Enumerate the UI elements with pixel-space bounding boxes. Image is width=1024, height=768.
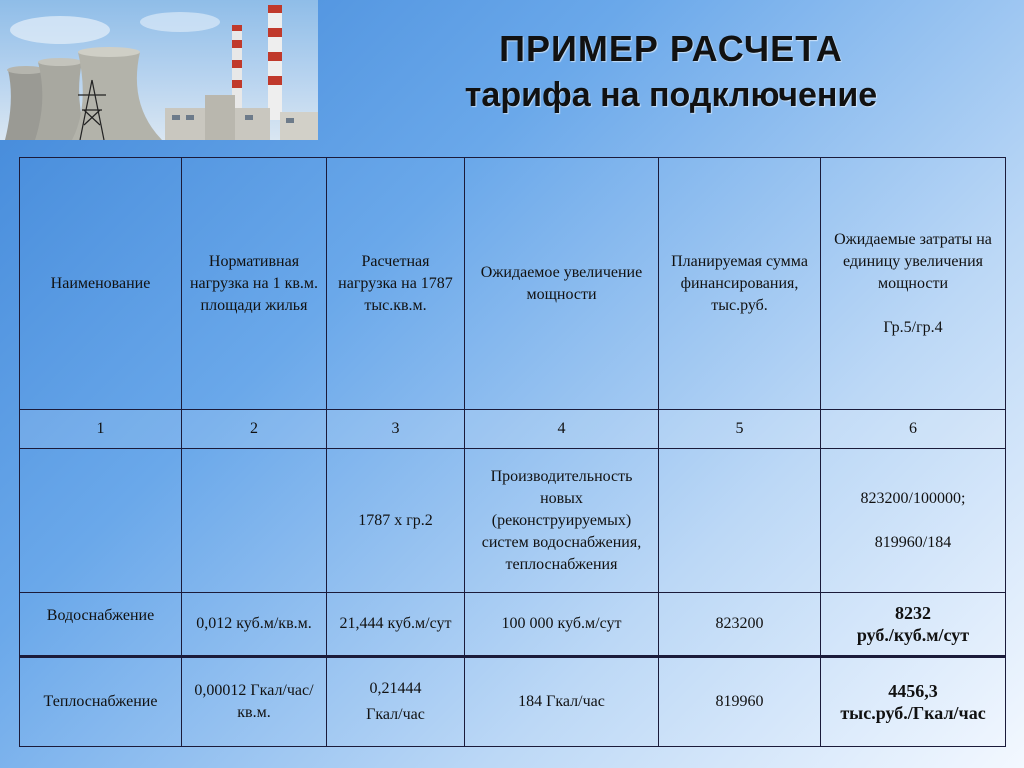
header-unit-cost-formula: Гр.5/гр.4 bbox=[883, 318, 943, 336]
row-name: Теплоснабжение bbox=[20, 657, 182, 747]
row-calc-value: 0,21444 bbox=[369, 680, 422, 697]
power-plant-illustration bbox=[0, 0, 318, 140]
formula-cost-line-2: 819960/184 bbox=[874, 533, 952, 551]
header-calc-load: Расчетная нагрузка на 1787 тыс.кв.м. bbox=[327, 158, 465, 410]
formula-row bbox=[20, 449, 1006, 593]
header-name: Наименование bbox=[20, 158, 182, 410]
row-calc bbox=[327, 657, 465, 747]
row-unit-cost-unit: руб./куб.м/сут bbox=[856, 625, 970, 645]
title-line-1: ПРИМЕР РАСЧЕТА bbox=[499, 28, 843, 69]
row-name: Водоснабжение bbox=[20, 593, 182, 657]
formula-cost-line-1: 823200/100000; bbox=[860, 489, 966, 507]
column-number: 4 bbox=[465, 410, 659, 449]
header-unit-cost bbox=[821, 158, 1006, 410]
slide-title bbox=[318, 0, 1024, 140]
row-calc-unit: Гкал/час bbox=[366, 706, 425, 723]
row-norm: 0,00012 Гкал/час/кв.м. bbox=[182, 657, 327, 747]
formula-calc-cell: 1787 х гр.2 bbox=[327, 449, 465, 593]
row-calc: 21,444 куб.м/сут bbox=[327, 593, 465, 657]
formula-financing-cell bbox=[659, 449, 821, 593]
formula-name-cell bbox=[20, 449, 182, 593]
table-row-heat bbox=[20, 657, 1006, 747]
formula-norm-cell bbox=[182, 449, 327, 593]
table-header-row bbox=[20, 158, 1006, 410]
header-unit-cost-label: Ожидаемые затраты на единицу увеличения мощности bbox=[834, 230, 992, 292]
row-increase: 184 Гкал/час bbox=[465, 657, 659, 747]
column-number: 1 bbox=[20, 410, 182, 449]
title-line-2: тарифа на подключение bbox=[464, 76, 878, 114]
column-number: 6 bbox=[821, 410, 1006, 449]
formula-cost-cell bbox=[821, 449, 1006, 593]
formula-increase-cell: Производительность новых (реконструируемых) систем водоснабжения, теплоснабжения bbox=[465, 449, 659, 593]
row-financing: 819960 bbox=[659, 657, 821, 747]
row-unit-cost-value: 8232 bbox=[895, 603, 931, 623]
column-number: 3 bbox=[327, 410, 465, 449]
column-number: 2 bbox=[182, 410, 327, 449]
table-row-water bbox=[20, 593, 1006, 657]
header-norm-load: Нормативная нагрузка на 1 кв.м. площади жилья bbox=[182, 158, 327, 410]
header-financing: Планируемая сумма финансирования, тыс.руб. bbox=[659, 158, 821, 410]
power-plant-photo bbox=[0, 0, 318, 140]
tariff-table bbox=[19, 157, 1006, 747]
row-increase: 100 000 куб.м/сут bbox=[465, 593, 659, 657]
chimney-right bbox=[268, 5, 282, 120]
row-unit-cost-value: 4456,3 bbox=[888, 681, 938, 701]
row-unit-cost bbox=[821, 593, 1006, 657]
row-unit-cost bbox=[821, 657, 1006, 747]
row-financing: 823200 bbox=[659, 593, 821, 657]
header-capacity-increase: Ожидаемое увеличение мощности bbox=[465, 158, 659, 410]
column-numbers-row bbox=[20, 410, 1006, 449]
column-number: 5 bbox=[659, 410, 821, 449]
row-unit-cost-unit: тыс.руб./Гкал/час bbox=[840, 703, 986, 723]
row-norm: 0,012 куб.м/кв.м. bbox=[182, 593, 327, 657]
